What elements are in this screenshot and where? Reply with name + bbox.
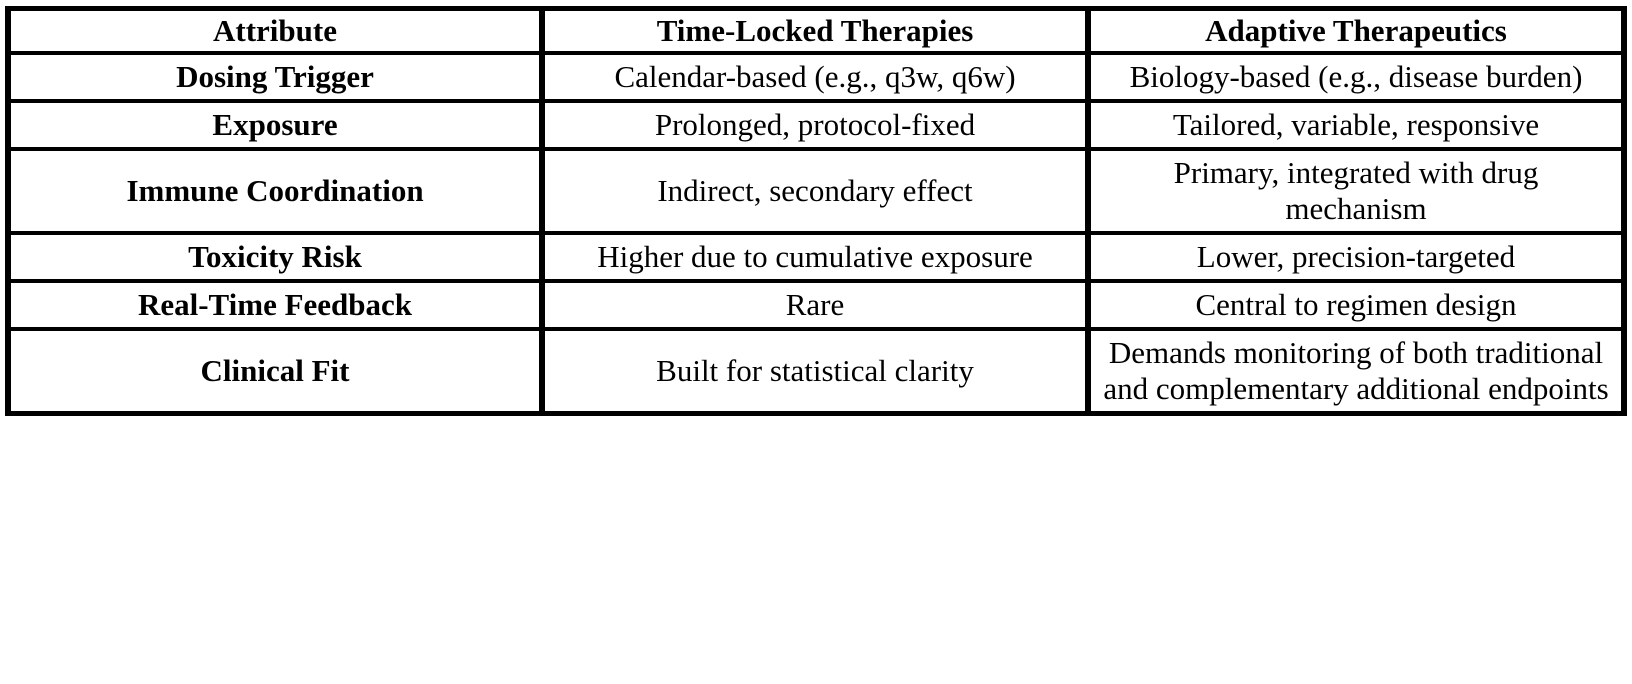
row-attribute: Real-Time Feedback: [8, 281, 542, 329]
table-row: [8, 101, 1624, 149]
column-header-adaptive: Adaptive Therapeutics: [1088, 9, 1624, 53]
row-time-locked: Higher due to cumulative exposure: [542, 233, 1088, 281]
row-adaptive: Demands monitoring of both traditional and complementary additional endpoints: [1088, 329, 1624, 413]
row-time-locked: Prolonged, protocol-fixed: [542, 101, 1088, 149]
row-adaptive: Lower, precision-targeted: [1088, 233, 1624, 281]
column-header-time-locked: Time-Locked Therapies: [542, 9, 1088, 53]
row-time-locked: Calendar-based (e.g., q3w, q6w): [542, 53, 1088, 101]
table-row: [8, 53, 1624, 101]
row-attribute: Dosing Trigger: [8, 53, 542, 101]
row-adaptive: Tailored, variable, responsive: [1088, 101, 1624, 149]
row-adaptive: Central to regimen design: [1088, 281, 1624, 329]
row-time-locked: Rare: [542, 281, 1088, 329]
row-time-locked: Indirect, secondary effect: [542, 149, 1088, 233]
table-row: [8, 329, 1624, 413]
row-adaptive: Biology-based (e.g., disease burden): [1088, 53, 1624, 101]
row-attribute: Toxicity Risk: [8, 233, 542, 281]
table-row: [8, 281, 1624, 329]
row-time-locked: Built for statistical clarity: [542, 329, 1088, 413]
comparison-table: [5, 6, 1627, 416]
row-adaptive: Primary, integrated with drug mechanism: [1088, 149, 1624, 233]
row-attribute: Exposure: [8, 101, 542, 149]
row-attribute: Clinical Fit: [8, 329, 542, 413]
table-row: [8, 233, 1624, 281]
table-header-row: [8, 9, 1624, 53]
column-header-attribute: Attribute: [8, 9, 542, 53]
table-row: [8, 149, 1624, 233]
row-attribute: Immune Coordination: [8, 149, 542, 233]
